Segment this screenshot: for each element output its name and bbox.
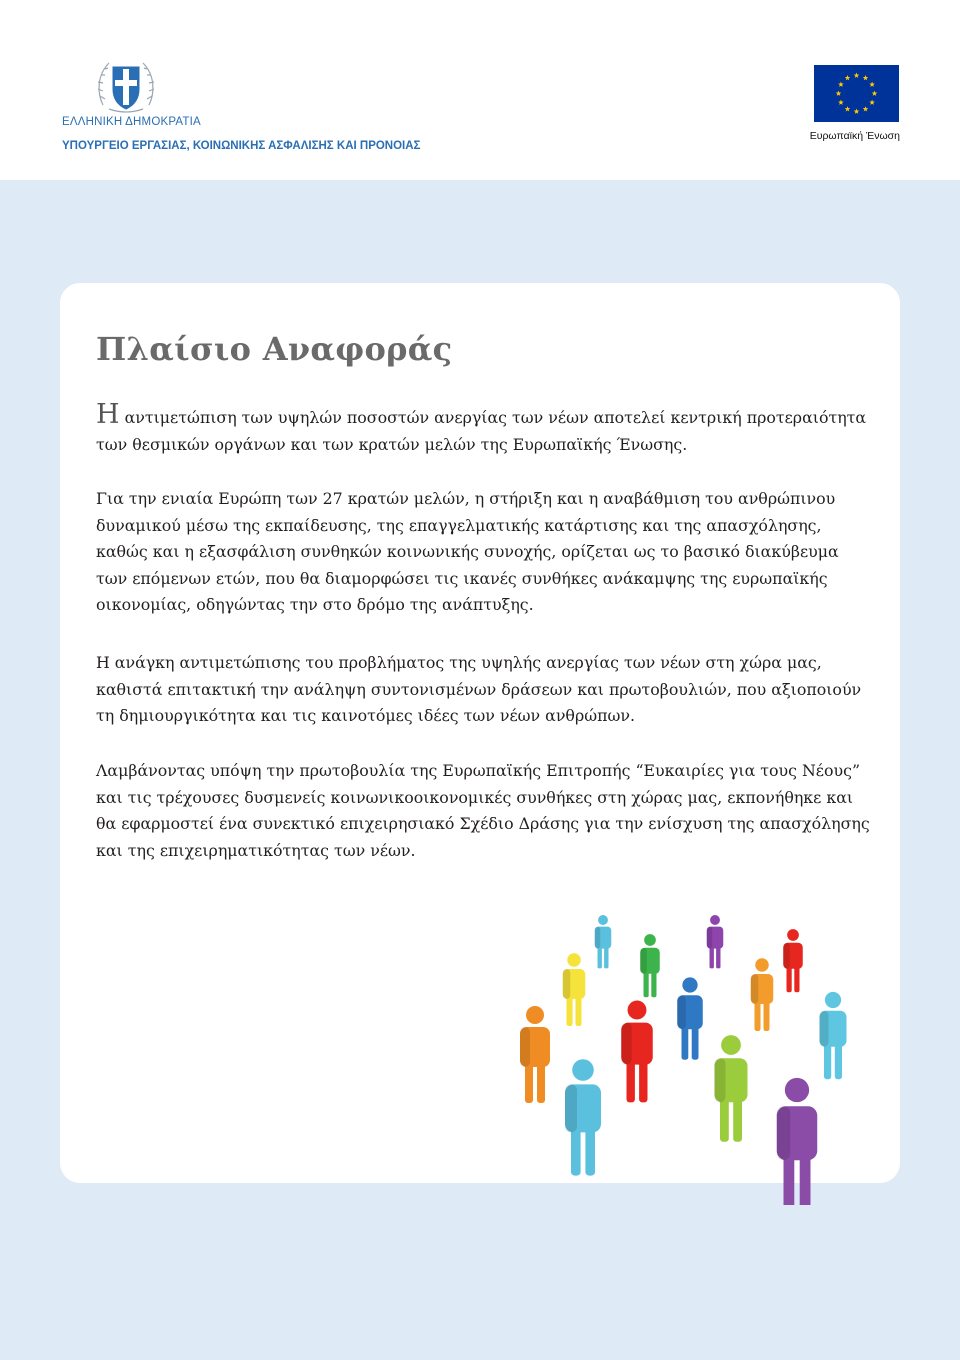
person-figure	[707, 915, 724, 968]
eu-label: Ευρωπαϊκή Ένωση	[809, 130, 900, 142]
country-name: ΕΛΛΗΝΙΚΗ ΔΗΜΟΚΡΑΤΙΑ	[62, 116, 201, 128]
paragraph-2: Για την ενιαία Ευρώπη των 27 κρατών μελών, η στήριξη και η αναβάθμιση του ανθρώπινου δυναμικού μέσω της εκπαίδευσης, της επαγγελματικής κατάρτισης και της απασχόλησης, καθώς και η εξασφάλιση συνθηκών κοινωνικής συνοχής, ορίζεται ως το βασικό διακύβευμα των επόμενων ετών, που θα διαμορφώσει τις ικανές συνθήκες ανάκαμψης της ευρωπαϊκής οικονομίας, οδηγώντας την στο δρόμο της ανάπτυξης.	[96, 489, 839, 614]
paragraph-3: Η ανάγκη αντιμετώπισης του προβλήματος της υψηλής ανεργίας των νέων στη χώρα μας, καθιστά επιτακτική την ανάληψη συντονισμένων δράσεων και πρωτοβουλιών, που αξιοποιούν τη δημιουργικότητα και τις καινοτόμες ιδέες των νέων ανθρώπων.	[96, 653, 862, 725]
paragraph-1-text: αντιμετώπιση των υψηλών ποσοστών ανεργίας των νέων αποτελεί κεντρική προτεραιότητα των θεσμικών οργάνων και των κρατών μελών της Ευρωπαϊκής Ένωσης.	[96, 408, 867, 454]
person-figure	[563, 953, 586, 1026]
document-header	[0, 0, 960, 180]
paragraph-1	[96, 399, 871, 458]
paragraph-4: Λαμβάνοντας υπόψη την πρωτοβουλία της Ευρωπαϊκής Επιτροπής “Ευκαιρίες για τους Νέους” και τις τρέχουσες δυσμενείς κοινωνικοοικονομικές συνθήκες στη χώρας μας, εκπονήθηκε και θα εφαρμοστεί ένα συνεκτικό επιχειρησιακό Σχέδιο Δράσης για την ενίσχυση της απασχόλησης και της επιχειρηματικότητας των νέων.	[96, 761, 870, 860]
greek-coat-of-arms-icon	[95, 57, 157, 115]
person-figure	[565, 1059, 601, 1175]
eu-flag-icon	[814, 65, 899, 122]
person-figure	[751, 958, 774, 1031]
person-figure	[715, 1035, 748, 1142]
person-figure	[820, 992, 847, 1079]
person-figure	[783, 929, 803, 992]
person-figure	[621, 1001, 653, 1103]
ministry-name: ΥΠΟΥΡΓΕΙΟ ΕΡΓΑΣΙΑΣ, ΚΟΙΝΩΝΙΚΗΣ ΑΣΦΑΛΙΣΗΣ ΚΑΙ ΠΡΟΝΟΙΑΣ	[62, 140, 421, 152]
person-figure	[520, 1006, 550, 1103]
person-figure	[595, 915, 612, 968]
people-illustration	[500, 905, 880, 1205]
person-figure	[640, 934, 660, 997]
person-figure	[777, 1078, 818, 1205]
person-figure	[677, 977, 703, 1059]
drop-cap: Η	[96, 399, 120, 430]
page-title: Πλαίσιο Αναφοράς	[96, 330, 453, 368]
